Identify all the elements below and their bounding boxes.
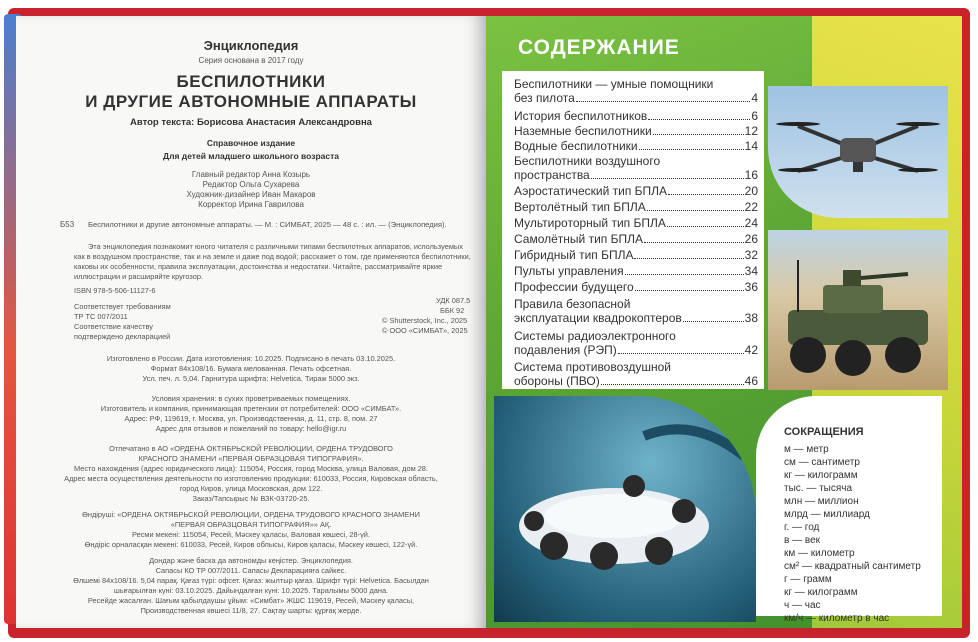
annotation-line: Эта энциклопедия познакомит юного читателя с различными типами беспилотных аппаратов, используемых bbox=[88, 242, 463, 251]
toc-item[interactable] bbox=[514, 360, 758, 388]
abbreviation-item: см² — квадратный сантиметр bbox=[784, 561, 921, 572]
compliance-line: подтверждено декларацией bbox=[74, 332, 171, 341]
storage-line: Адрес для отзывов и пожеланий по товару: hello@igr.ru bbox=[155, 424, 347, 433]
storage-line: Изготовитель и компания, принимающая претензии от потребителей: ООО «СИМБАТ». bbox=[100, 404, 402, 413]
annotation-line: иллюстрации и расширяйте кругозор. bbox=[74, 272, 204, 281]
toc-item-page: 24 bbox=[744, 216, 758, 230]
abbreviation-item: кг — килограмм bbox=[784, 470, 858, 481]
toc-item-label: Водные беспилотники bbox=[514, 139, 638, 153]
toc-item[interactable] bbox=[514, 109, 758, 123]
abbreviation-item: км — километр bbox=[784, 548, 855, 559]
toc-item-page: 32 bbox=[744, 248, 758, 262]
bib-code: Б53 bbox=[60, 220, 75, 229]
copyright-publisher: © ООО «СИМБАТ», 2025 bbox=[382, 326, 468, 335]
kazakh-line: Өндіруші: «ОРДЕНА ОКТЯБРЬСКОЙ РЕВОЛЮЦИИ, ОРДЕНА ТРУДОВОГО КРАСНОГО ЗНАМЕНИ bbox=[82, 510, 420, 519]
underwater-drone-icon bbox=[494, 396, 756, 622]
abbreviation-item: млн — миллион bbox=[784, 496, 859, 507]
toc-item[interactable] bbox=[514, 77, 758, 105]
toc-item[interactable] bbox=[514, 139, 758, 153]
edition-type: Справочное издание bbox=[206, 138, 296, 148]
toc-item[interactable] bbox=[514, 297, 758, 325]
credit-line: Главный редактор Анна Козырь bbox=[191, 170, 311, 179]
toc-item-label: Беспилотники воздушного bbox=[514, 154, 661, 168]
toc-item-label: пространства bbox=[514, 168, 590, 182]
toc-item-label: без пилота bbox=[514, 91, 575, 105]
toc-item[interactable] bbox=[514, 329, 758, 357]
printer-line: КРАСНОГО ЗНАМЕНИ «ПЕРВАЯ ОБРАЗЦОВАЯ ТИПОГРАФИЯ». bbox=[138, 454, 364, 463]
compliance-line: Соответствует требованиям bbox=[74, 302, 171, 311]
toc-item-label: обороны (ПВО) bbox=[514, 374, 600, 388]
audience-line: Для детей младшего школьного возраста bbox=[163, 151, 339, 161]
toc-item-page: 14 bbox=[744, 139, 758, 153]
toc-item-label: эксплуатации квадрокоптеров bbox=[514, 311, 682, 325]
kazakh-line: Дондар және баска да автономды кеңістер. Энциклопедия. bbox=[149, 556, 353, 565]
abbreviation-item: г. — год bbox=[784, 522, 820, 533]
toc-item-label: Наземные беспилотники bbox=[514, 124, 652, 138]
abbreviation-item: млрд — миллиард bbox=[784, 509, 870, 520]
udk: УДК 087.5 bbox=[436, 296, 471, 305]
toc-item-label: Гибридный тип БПЛА bbox=[514, 248, 634, 262]
drone-photo bbox=[768, 86, 948, 218]
toc-item-page: 36 bbox=[744, 280, 758, 294]
toc-item-page: 4 bbox=[751, 91, 758, 105]
imprint-line: Изготовлено в России. Дата изготовления: 10.2025. Подписано в печать 03.10.2025. bbox=[106, 354, 396, 363]
toc-item-label: Беспилотники — умные помощники bbox=[514, 77, 714, 91]
toc-item-label: Системы радиоэлектронного bbox=[514, 329, 676, 343]
kazakh-line: Ресейде жасалған. Шағым қабылдаушы ұйым: «Симбат» ЖШС 119619, Ресей, Мәскеу қаласы, bbox=[87, 596, 415, 605]
imprint-line: Формат 84x108/16. Бумага мелованная. Печать офсетная. bbox=[150, 364, 352, 373]
underwater-drone-photo bbox=[494, 396, 756, 622]
toc-item[interactable] bbox=[514, 232, 758, 246]
toc-item-label: Правила безопасной bbox=[514, 297, 631, 311]
abbreviation-item: тыс. — тысяча bbox=[784, 483, 853, 494]
annotation-line: каковы их особенности, правила эксплуатации, достоинства и недостатки. Читайте, рассматривайте яркие bbox=[74, 262, 443, 271]
kazakh-line: «ПЕРВАЯ ОБРАЗЦОВАЯ ТИПОГРАФИЯ»» АҚ. bbox=[170, 520, 332, 529]
toc-item[interactable] bbox=[514, 200, 758, 214]
abbreviation-item: кг — килограмм bbox=[784, 587, 858, 598]
credit-line: Художник-дизайнер Иван Макаров bbox=[186, 190, 316, 199]
toc-item[interactable] bbox=[514, 124, 758, 138]
toc-title: СОДЕРЖАНИЕ bbox=[518, 36, 680, 59]
storage-line: Условия хранения: в сухих проветриваемых помещениях. bbox=[151, 394, 351, 403]
toc-item-page: 26 bbox=[744, 232, 758, 246]
book-title-line2: И ДРУГИЕ АВТОНОМНЫЕ АППАРАТЫ bbox=[85, 92, 417, 111]
toc-item-label: История беспилотников bbox=[514, 109, 648, 123]
printer-line: город Киров, улица Московская, дом 122. bbox=[179, 484, 323, 493]
kazakh-line: Производственная көшесі 11/8, 27. Сақтау шарты: құрғақ жерде. bbox=[140, 606, 362, 615]
compliance-line: ТР ТС 007/2011 bbox=[74, 312, 128, 321]
printer-line: Заказ/Тапсырыс № ВЗК-03720-25. bbox=[192, 494, 310, 503]
isbn: ISBN 978-5-506-11127-6 bbox=[74, 286, 156, 295]
toc-item-page: 6 bbox=[751, 109, 758, 123]
book-title-line1: БЕСПИЛОТНИКИ bbox=[176, 72, 326, 91]
toc-item-label: Аэростатический тип БПЛА bbox=[514, 184, 668, 198]
toc-item-label: Пульты управления bbox=[514, 264, 624, 278]
bbk: ББК 92 bbox=[440, 306, 465, 315]
toc-item-page: 38 bbox=[744, 311, 758, 325]
toc-item[interactable] bbox=[514, 248, 758, 262]
printer-line: Отпечатано в АО «ОРДЕНА ОКТЯБРЬСКОЙ РЕВОЛЮЦИИ, ОРДЕНА ТРУДОВОГО bbox=[109, 444, 393, 453]
abbreviation-item: в — век bbox=[784, 535, 821, 546]
toc-item[interactable] bbox=[514, 216, 758, 230]
credit-line: Редактор Ольга Сухарева bbox=[202, 180, 300, 189]
abbreviation-item: м — метр bbox=[784, 444, 829, 455]
imprint-line: Усл. печ. л. 5,04. Гарнитура шрифта: Helvetica. Тираж 5000 экз. bbox=[142, 374, 360, 383]
toc-item-page: 20 bbox=[744, 184, 758, 198]
toc-list bbox=[502, 71, 764, 389]
author-line: Автор текста: Борисова Анастасия Александровна bbox=[130, 117, 372, 128]
toc-item-label: Профессии будущего bbox=[514, 280, 634, 294]
abbreviation-item: км/ч — километр в час bbox=[784, 613, 890, 624]
annotation-line: как в воздушном пространстве, так и на земле и даже под водой; расскажет о том, где применяются беспилотники, bbox=[74, 252, 471, 261]
toc-item-label: Мультироторный тип БПЛА bbox=[514, 216, 666, 230]
abbreviations-title: СОКРАЩЕНИЯ bbox=[784, 426, 864, 438]
toc-item-page: 16 bbox=[744, 168, 758, 182]
right-page-contents bbox=[486, 16, 962, 628]
abbreviation-item: г — грамм bbox=[784, 574, 832, 585]
toc-item-label: Система противовоздушной bbox=[514, 360, 672, 374]
toc-item-page: 34 bbox=[744, 264, 758, 278]
kazakh-line: Ресми мекені: 115054, Ресей, Мәскеу қаласы, Валовая көшесі, 28-үй. bbox=[132, 530, 370, 539]
abbreviation-item: см — сантиметр bbox=[784, 457, 860, 468]
quadcopter-icon bbox=[768, 86, 948, 218]
credit-line: Корректор Ирина Гаврилова bbox=[198, 200, 304, 209]
toc-item-page: 46 bbox=[744, 374, 758, 388]
toc-item-label: подавления (РЭП) bbox=[514, 343, 617, 357]
compliance-line: Соответствие качеству bbox=[74, 322, 153, 331]
bib-description: Беспилотники и другие автономные аппараты. — М. : СИМБАТ, 2025 — 48 с. : ил. — (Энциклопедия). bbox=[88, 220, 447, 229]
toc-item-page: 12 bbox=[744, 124, 758, 138]
series-founded: Серия основана в 2017 году bbox=[198, 56, 304, 65]
toc-item-page: 22 bbox=[744, 200, 758, 214]
printer-line: Адрес места осуществления деятельности по изготовлению продукции: 610033, Россия, Кировская область, bbox=[64, 474, 438, 483]
kazakh-line: Сапасы КО ТР 007/2011. Сапасы Декларацияға сайкес. bbox=[155, 566, 347, 575]
left-page-imprint bbox=[16, 16, 486, 628]
printer-line: Место нахождения (адрес юридического лица): 115054, Россия, город Москва, улица Валовая, дом 28. bbox=[74, 464, 428, 473]
kazakh-line: Өлшемі 84x108/16. 5,04 парақ. Қағаз түрі: офсет. Қағаз: жылтыр қағаз. Шрифт түрі: Helvetica. Басылдан bbox=[73, 576, 429, 585]
toc-item-page: 42 bbox=[744, 343, 758, 357]
copyright-shutterstock: © Shutterstock, Inc., 2025 bbox=[382, 316, 468, 325]
storage-line: Адрес: РФ, 119619, г. Москва, ул. Производственная, д. 11, стр. 8, пом. 27 bbox=[124, 414, 378, 423]
ground-robot-photo bbox=[768, 230, 948, 390]
kazakh-line: Өндіріс орналасқан мекені: 610033, Ресей, Киров облысы, Киров қаласы, Мәскеу көшесі, 122-үй. bbox=[84, 540, 418, 549]
toc-item[interactable] bbox=[514, 264, 758, 278]
series-name: Энциклопедия bbox=[203, 38, 299, 53]
toc-item[interactable] bbox=[514, 184, 758, 198]
abbreviations-panel bbox=[756, 396, 942, 624]
abbreviation-item: ч — час bbox=[784, 600, 821, 611]
ground-robot-icon bbox=[768, 230, 948, 390]
toc-item-label: Вертолётный тип БПЛА bbox=[514, 200, 646, 214]
toc-item[interactable] bbox=[514, 154, 758, 182]
toc-item[interactable] bbox=[514, 280, 758, 294]
kazakh-line: шығарылған күні: 03.10.2025. Дайындалған күні: 10.2025. Таралымы 5000 дана. bbox=[113, 586, 389, 595]
toc-item-label: Самолётный тип БПЛА bbox=[514, 232, 644, 246]
